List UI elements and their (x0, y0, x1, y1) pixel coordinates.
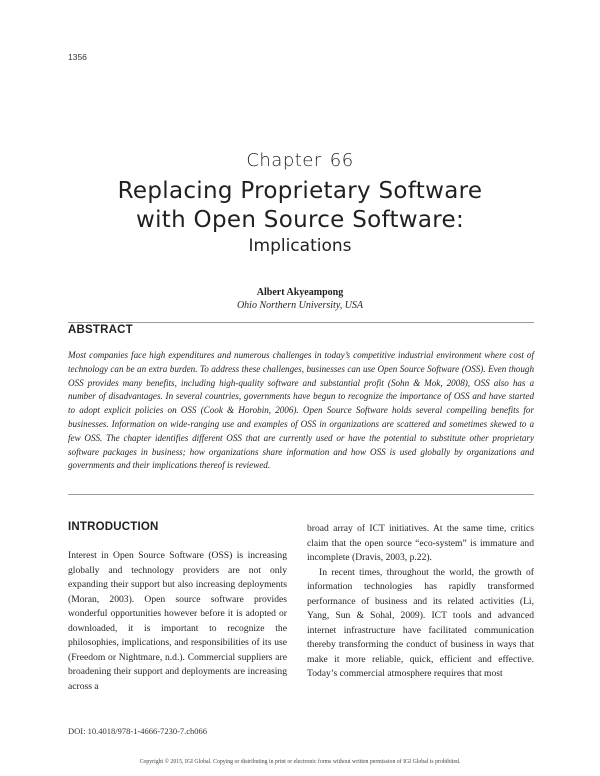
intro-paragraph-right-1: broad array of ICT initiatives. At the same time, critics claim that the open source “eco-system” is immature and incomplete (Dravis, 2003, p.22). (307, 523, 534, 563)
chapter-label-text: Chapter (246, 150, 322, 171)
intro-paragraph-left: Interest in Open Source Software (OSS) is increasing globally and technology providers are not only expanding their support but also increasing deployments (Moran, 2003). Open source software provides wonderful opportunities however before it is adopted or downloaded, it is important to recognize the philosophies, implications, and responsibilities of its use (Freedom or Nightmare, n.d.). Commercial suppliers are broadening their support and deployments are increasing across a (68, 550, 287, 692)
chapter-title-line-2: with Open Source Software: (135, 207, 465, 233)
intro-paragraph-right-2: In recent times, throughout the world, the growth of information technologies has rapidly transformed performance of business and its related activities (Li, Yang, Sun & Sohal, 2009). ICT tools and advanced internet infrastructure have facilitated communication thereby transforming the conduct of business in ways that make it more reliable, quick, efficient and effective. Today’s commercial atmosphere requires that most (307, 566, 534, 679)
right-column (307, 522, 534, 682)
chapter-number: 66 (329, 150, 354, 171)
introduction-heading: INTRODUCTION (68, 521, 159, 533)
author-name: Albert Akyeampong (256, 287, 344, 298)
chapter-subtitle: Implications (248, 236, 352, 256)
chapter-header (0, 150, 600, 257)
chapter-title (0, 177, 600, 235)
chapter-label (0, 150, 600, 171)
copyright-notice: Copyright © 2015, IGI Global. Copying or distributing in print or electronic forms without written permission of IGI Global is prohibited. (139, 759, 461, 765)
abstract-bottom-rule (68, 494, 534, 495)
author-block (0, 286, 600, 312)
page-number: 1356 (68, 52, 87, 62)
abstract-text: Most companies face high expenditures and numerous challenges in today’s competitive industrial environment where cost of technology can be an extra burden. To address these challenges, businesses can use Open Source Software (OSS). Even though OSS provides many benefits, including high-quality software and substantial profit (Sohn & Mok, 2008), OSS also has a number of disadvantages. In several countries, governments have begun to recognize the importance of OSS and have started to adopt explicit policies on OSS (Cook & Horobin, 2006). Open Source Software holds several compelling benefits for businesses. Information on wide-ranging use and examples of OSS in organizations are scattered and sometimes skewed to a few OSS. The chapter identifies different OSS that are currently used or have the potential to substitute other proprietary software packages in business; how organizations share information and how OSS is used globally by organizations and governments and their implications thereof is reviewed. (68, 350, 534, 471)
chapter-title-line-1: Replacing Proprietary Software (117, 178, 483, 204)
doi-line: DOI: 10.4018/978-1-4666-7230-7.ch066 (68, 726, 208, 736)
author-affiliation: Ohio Northern University, USA (236, 300, 364, 311)
abstract-heading: ABSTRACT (68, 324, 133, 336)
abstract-top-rule (68, 322, 534, 323)
left-column (68, 520, 287, 694)
